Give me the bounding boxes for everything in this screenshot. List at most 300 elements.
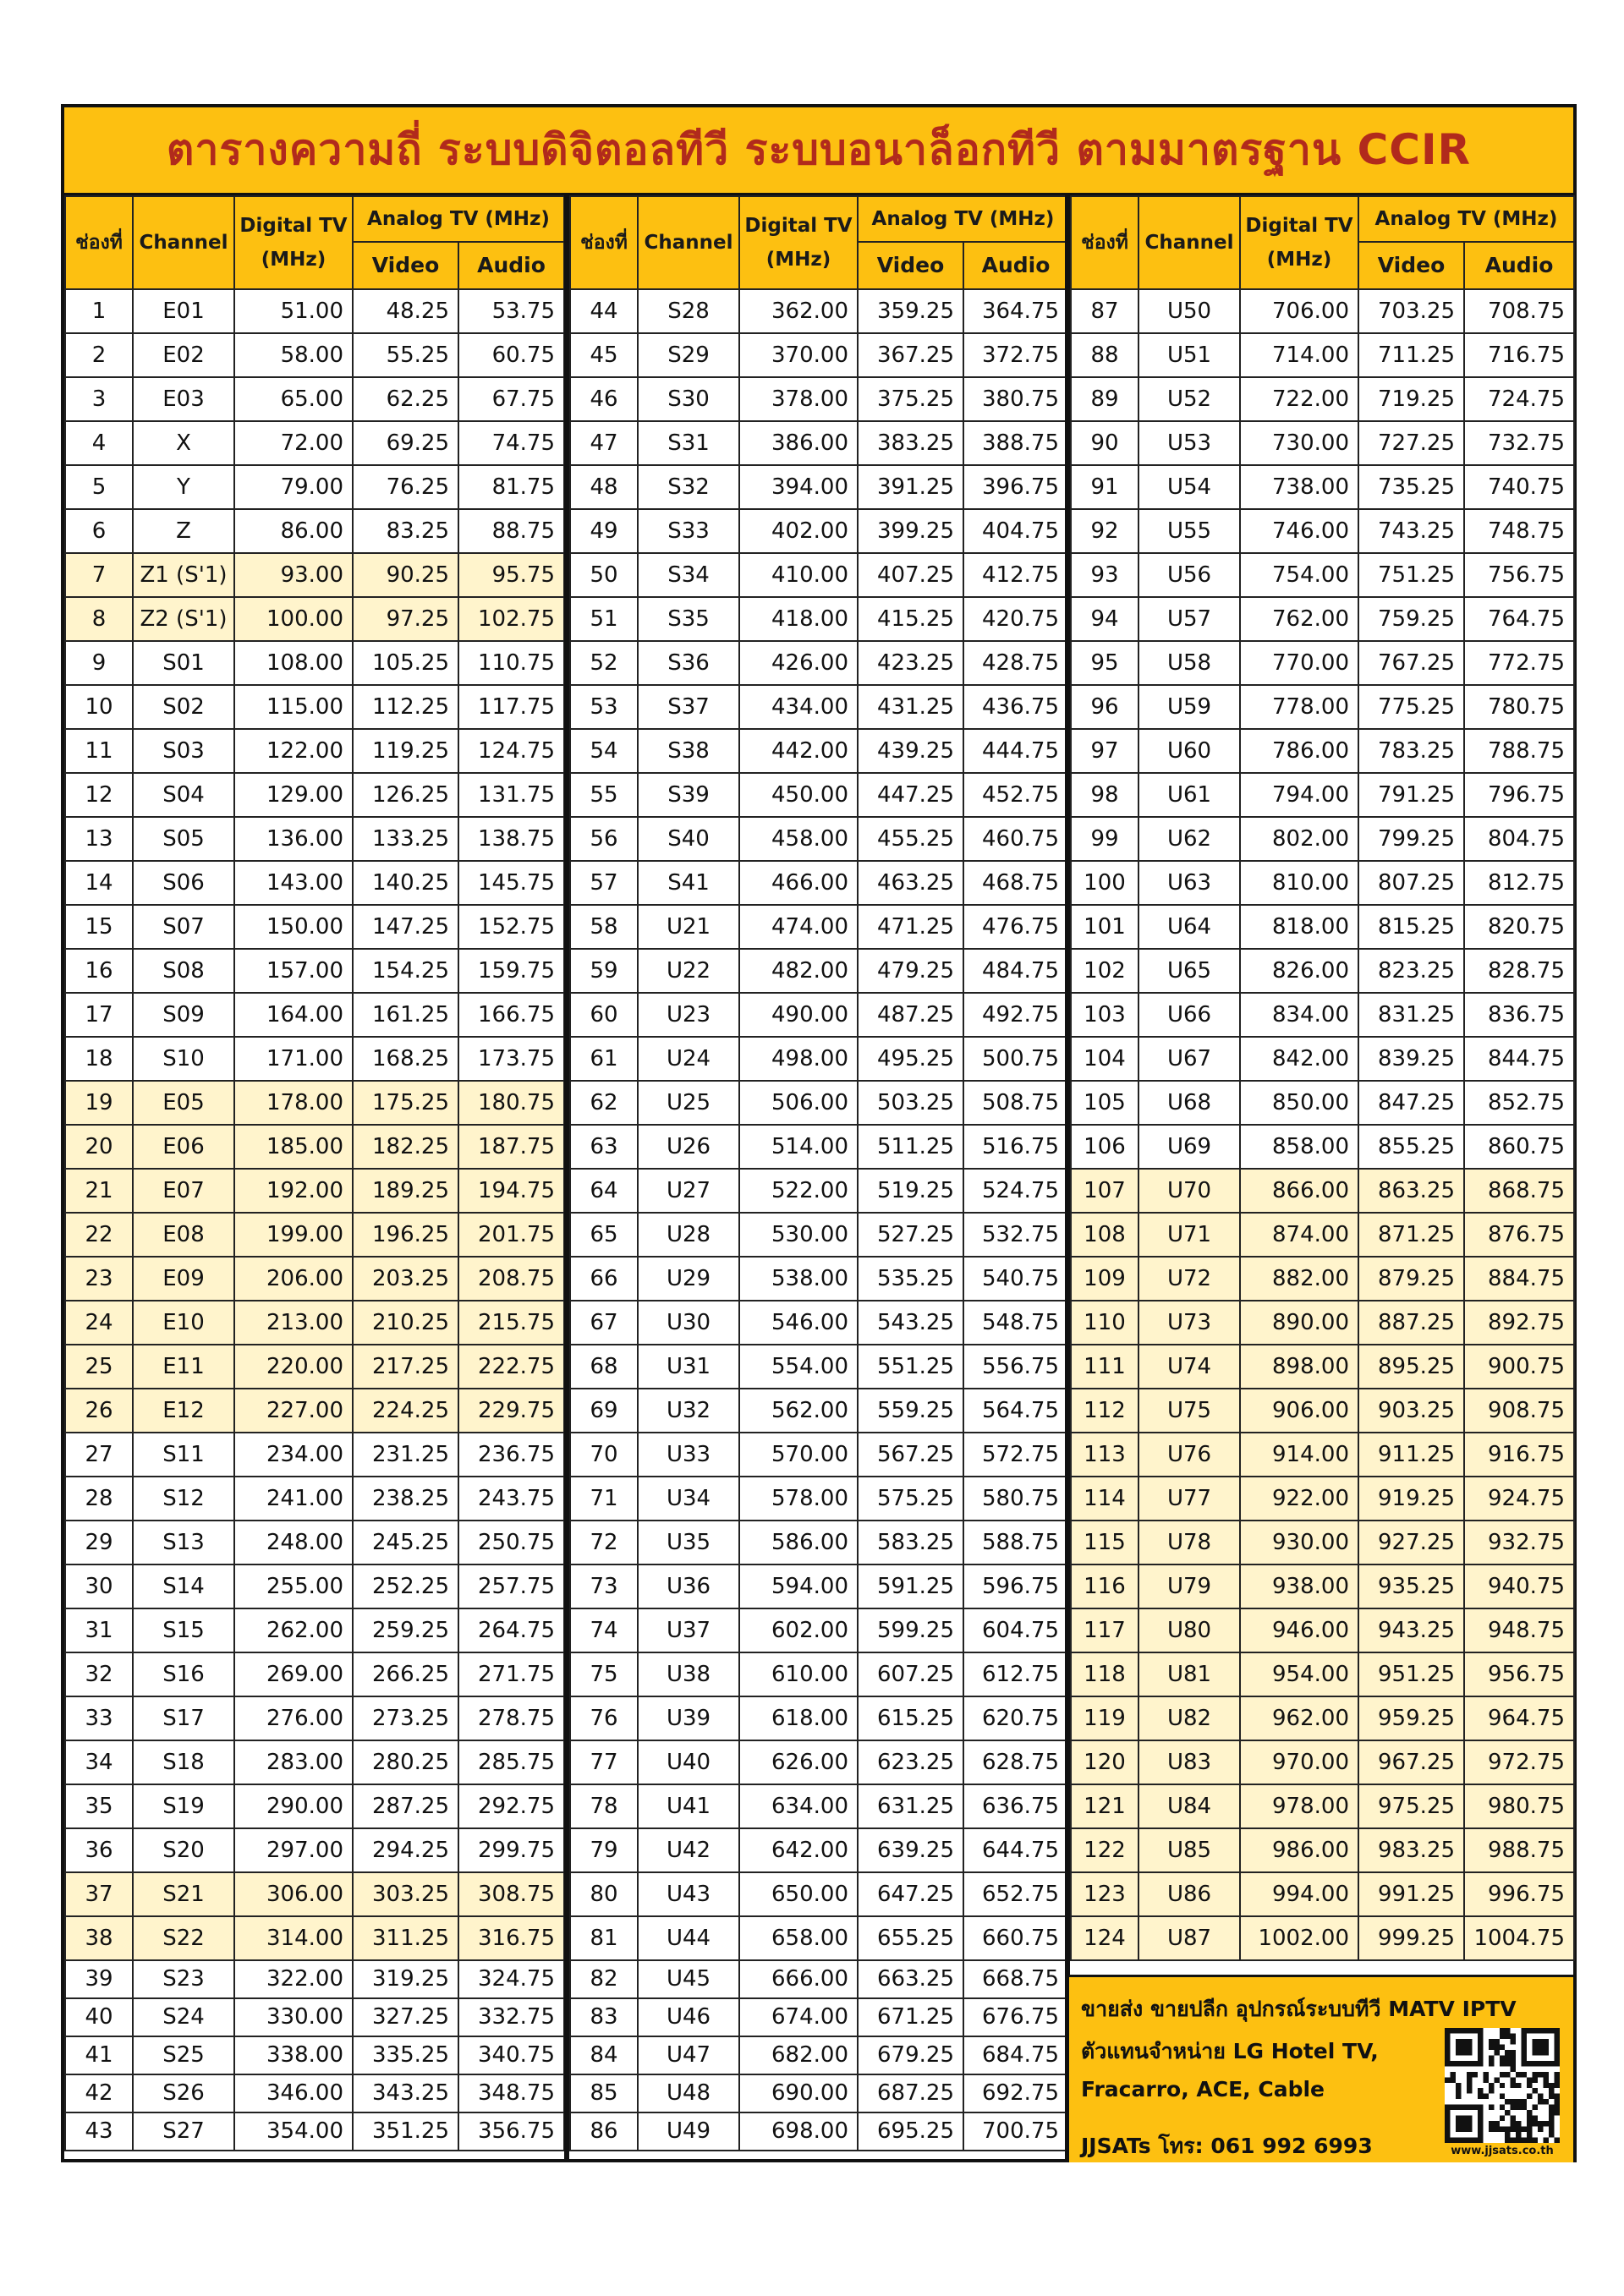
cell-audio: 340.75	[458, 2036, 564, 2074]
cell-channel: U83	[1138, 1740, 1240, 1784]
cell-no: 62	[570, 1081, 638, 1125]
cell-channel: U40	[638, 1740, 739, 1784]
cell-no: 39	[65, 1960, 133, 1998]
table-row	[65, 1872, 564, 1916]
cell-audio: 332.75	[458, 1998, 564, 2036]
table-row	[570, 641, 1068, 685]
cell-no: 12	[65, 773, 133, 817]
cell-audio: 201.75	[458, 1213, 564, 1257]
table-row	[65, 597, 564, 641]
table-row	[570, 1345, 1068, 1389]
table-row	[570, 1872, 1068, 1916]
cell-channel: E06	[133, 1125, 234, 1169]
cell-video: 951.25	[1358, 1652, 1464, 1696]
cell-video: 439.25	[858, 729, 963, 773]
cell-video: 238.25	[353, 1477, 458, 1521]
cell-no: 1	[65, 289, 133, 333]
cell-channel: S28	[638, 289, 739, 333]
table-row	[570, 1213, 1068, 1257]
cell-digital: 354.00	[234, 2112, 353, 2151]
cell-audio: 74.75	[458, 421, 564, 465]
cell-no: 81	[570, 1916, 638, 1960]
cell-no: 84	[570, 2036, 638, 2074]
table-row	[1071, 1257, 1574, 1301]
cell-video: 519.25	[858, 1169, 963, 1213]
col-header-analog: Analog TV (MHz)	[1358, 196, 1574, 242]
frequency-sheet	[61, 104, 1577, 2162]
cell-channel: U41	[638, 1784, 739, 1828]
cell-video: 639.25	[858, 1828, 963, 1872]
table-row	[65, 1389, 564, 1433]
table-row	[1071, 729, 1574, 773]
cell-video: 287.25	[353, 1784, 458, 1828]
cell-no: 95	[1071, 641, 1138, 685]
cell-digital: 602.00	[739, 1608, 858, 1652]
cell-digital: 722.00	[1240, 377, 1358, 421]
cell-channel: U58	[1138, 641, 1240, 685]
col-header-audio: Audio	[963, 242, 1068, 289]
cell-channel: U81	[1138, 1652, 1240, 1696]
cell-audio: 724.75	[1464, 377, 1574, 421]
cell-channel: U79	[1138, 1564, 1240, 1608]
table-row	[570, 993, 1068, 1037]
cell-audio: 532.75	[963, 1213, 1068, 1257]
cell-digital: 962.00	[1240, 1696, 1358, 1740]
cell-no: 124	[1071, 1916, 1138, 1960]
cell-no: 101	[1071, 905, 1138, 949]
cell-video: 959.25	[1358, 1696, 1464, 1740]
cell-video: 69.25	[353, 421, 458, 465]
cell-channel: U22	[638, 949, 739, 993]
table-row	[65, 1081, 564, 1125]
cell-no: 75	[570, 1652, 638, 1696]
cell-no: 92	[1071, 509, 1138, 553]
cell-channel: U36	[638, 1564, 739, 1608]
cell-video: 210.25	[353, 1301, 458, 1345]
cell-no: 29	[65, 1521, 133, 1564]
cell-audio: 428.75	[963, 641, 1068, 685]
cell-video: 154.25	[353, 949, 458, 993]
dealer-line-1: ขายส่ง ขายปลีก อุปกรณ์ระบบทีวี MATV IPTV	[1081, 1997, 1517, 2021]
table-row	[1071, 1433, 1574, 1477]
cell-channel: U75	[1138, 1389, 1240, 1433]
table-row	[570, 685, 1068, 729]
cell-video: 887.25	[1358, 1301, 1464, 1345]
col-header-analog: Analog TV (MHz)	[353, 196, 564, 242]
cell-no: 23	[65, 1257, 133, 1301]
col-header-digital	[1240, 196, 1358, 289]
cell-audio: 540.75	[963, 1257, 1068, 1301]
cell-no: 110	[1071, 1301, 1138, 1345]
cell-video: 663.25	[858, 1960, 963, 1998]
cell-audio: 516.75	[963, 1125, 1068, 1169]
cell-audio: 956.75	[1464, 1652, 1574, 1696]
cell-digital: 434.00	[739, 685, 858, 729]
cell-video: 679.25	[858, 2036, 963, 2074]
cell-audio: 676.75	[963, 1998, 1068, 2036]
cell-audio: 740.75	[1464, 465, 1574, 509]
cell-audio: 356.75	[458, 2112, 564, 2151]
cell-channel: S36	[638, 641, 739, 685]
cell-digital: 674.00	[739, 1998, 858, 2036]
cell-video: 895.25	[1358, 1345, 1464, 1389]
cell-video: 168.25	[353, 1037, 458, 1081]
cell-digital: 682.00	[739, 2036, 858, 2074]
cell-digital: 115.00	[234, 685, 353, 729]
cell-no: 56	[570, 817, 638, 861]
table-row	[570, 1652, 1068, 1696]
table-row	[65, 1740, 564, 1784]
table-row	[570, 773, 1068, 817]
cell-channel: E05	[133, 1081, 234, 1125]
table-row	[570, 1608, 1068, 1652]
cell-no: 35	[65, 1784, 133, 1828]
cell-video: 319.25	[353, 1960, 458, 1998]
cell-video: 161.25	[353, 993, 458, 1037]
table-row	[1071, 1608, 1574, 1652]
cell-digital: 290.00	[234, 1784, 353, 1828]
table-row	[65, 949, 564, 993]
table-row	[65, 2036, 564, 2074]
cell-channel: U39	[638, 1696, 739, 1740]
cell-channel: S25	[133, 2036, 234, 2074]
table-row	[65, 729, 564, 773]
cell-no: 31	[65, 1608, 133, 1652]
table-row	[1071, 1213, 1574, 1257]
cell-channel: E03	[133, 377, 234, 421]
cell-audio: 492.75	[963, 993, 1068, 1037]
cell-audio: 460.75	[963, 817, 1068, 861]
cell-no: 74	[570, 1608, 638, 1652]
cell-no: 69	[570, 1389, 638, 1433]
cell-video: 487.25	[858, 993, 963, 1037]
table-row	[570, 289, 1068, 333]
cell-no: 97	[1071, 729, 1138, 773]
cell-digital: 482.00	[739, 949, 858, 993]
cell-channel: S07	[133, 905, 234, 949]
cell-video: 871.25	[1358, 1213, 1464, 1257]
table-row	[570, 949, 1068, 993]
table-row	[65, 685, 564, 729]
cell-no: 57	[570, 861, 638, 905]
table-row	[570, 1169, 1068, 1213]
table-row	[65, 465, 564, 509]
cell-digital: 65.00	[234, 377, 353, 421]
cell-video: 927.25	[1358, 1521, 1464, 1564]
col-header-digital	[739, 196, 858, 289]
cell-channel: U27	[638, 1169, 739, 1213]
table-row	[65, 1960, 564, 1998]
cell-audio: 668.75	[963, 1960, 1068, 1998]
cell-digital: 297.00	[234, 1828, 353, 1872]
cell-video: 55.25	[353, 333, 458, 377]
cell-no: 11	[65, 729, 133, 773]
cell-channel: S41	[638, 861, 739, 905]
cell-no: 79	[570, 1828, 638, 1872]
table-row	[1071, 1564, 1574, 1608]
cell-video: 83.25	[353, 509, 458, 553]
cell-channel: S02	[133, 685, 234, 729]
cell-digital: 834.00	[1240, 993, 1358, 1037]
cell-video: 48.25	[353, 289, 458, 333]
cell-video: 847.25	[1358, 1081, 1464, 1125]
cell-video: 591.25	[858, 1564, 963, 1608]
cell-audio: 145.75	[458, 861, 564, 905]
cell-video: 751.25	[1358, 553, 1464, 597]
cell-no: 72	[570, 1521, 638, 1564]
cell-digital: 586.00	[739, 1521, 858, 1564]
cell-digital: 754.00	[1240, 553, 1358, 597]
table-row	[1071, 1784, 1574, 1828]
cell-digital: 338.00	[234, 2036, 353, 2074]
col-header-video: Video	[858, 242, 963, 289]
cell-channel: U85	[1138, 1828, 1240, 1872]
cell-no: 73	[570, 1564, 638, 1608]
cell-digital: 306.00	[234, 1872, 353, 1916]
cell-channel: E09	[133, 1257, 234, 1301]
cell-channel: U31	[638, 1345, 739, 1389]
cell-audio: 732.75	[1464, 421, 1574, 465]
cell-video: 407.25	[858, 553, 963, 597]
cell-audio: 404.75	[963, 509, 1068, 553]
cell-audio: 257.75	[458, 1564, 564, 1608]
cell-video: 711.25	[1358, 333, 1464, 377]
cell-no: 105	[1071, 1081, 1138, 1125]
cell-video: 527.25	[858, 1213, 963, 1257]
cell-video: 783.25	[1358, 729, 1464, 773]
cell-channel: U32	[638, 1389, 739, 1433]
table-row	[65, 1916, 564, 1960]
cell-digital: 946.00	[1240, 1608, 1358, 1652]
table-row	[65, 333, 564, 377]
cell-channel: X	[133, 421, 234, 465]
cell-digital: 178.00	[234, 1081, 353, 1125]
cell-video: 975.25	[1358, 1784, 1464, 1828]
cell-video: 567.25	[858, 1433, 963, 1477]
cell-audio: 716.75	[1464, 333, 1574, 377]
cell-video: 695.25	[858, 2112, 963, 2151]
cell-video: 112.25	[353, 685, 458, 729]
cell-no: 37	[65, 1872, 133, 1916]
cell-channel: S32	[638, 465, 739, 509]
cell-audio: 796.75	[1464, 773, 1574, 817]
cell-digital: 890.00	[1240, 1301, 1358, 1345]
cell-video: 511.25	[858, 1125, 963, 1169]
cell-audio: 508.75	[963, 1081, 1068, 1125]
cell-channel: S21	[133, 1872, 234, 1916]
cell-audio: 138.75	[458, 817, 564, 861]
cell-digital: 108.00	[234, 641, 353, 685]
cell-no: 24	[65, 1301, 133, 1345]
cell-channel: U87	[1138, 1916, 1240, 1960]
cell-video: 559.25	[858, 1389, 963, 1433]
cell-audio: 628.75	[963, 1740, 1068, 1784]
table-row	[570, 1433, 1068, 1477]
table-row	[65, 773, 564, 817]
cell-no: 14	[65, 861, 133, 905]
cell-channel: Z2 (S'1)	[133, 597, 234, 641]
cell-audio: 780.75	[1464, 685, 1574, 729]
cell-audio: 173.75	[458, 1037, 564, 1081]
table-row	[65, 993, 564, 1037]
table-row	[1071, 377, 1574, 421]
table-row	[65, 1521, 564, 1564]
cell-digital: 458.00	[739, 817, 858, 861]
cell-digital: 994.00	[1240, 1872, 1358, 1916]
cell-no: 76	[570, 1696, 638, 1740]
cell-no: 25	[65, 1345, 133, 1389]
table-row	[570, 817, 1068, 861]
table-row	[570, 1257, 1068, 1301]
cell-audio: 243.75	[458, 1477, 564, 1521]
table-row	[65, 421, 564, 465]
table-row	[1071, 1652, 1574, 1696]
cell-audio: 932.75	[1464, 1521, 1574, 1564]
cell-channel: U46	[638, 1998, 739, 2036]
cell-digital: 538.00	[739, 1257, 858, 1301]
cell-channel: U45	[638, 1960, 739, 1998]
cell-digital: 213.00	[234, 1301, 353, 1345]
cell-audio: 95.75	[458, 553, 564, 597]
cell-no: 107	[1071, 1169, 1138, 1213]
cell-no: 21	[65, 1169, 133, 1213]
cell-video: 759.25	[1358, 597, 1464, 641]
cell-digital: 192.00	[234, 1169, 353, 1213]
cell-no: 83	[570, 1998, 638, 2036]
cell-video: 335.25	[353, 2036, 458, 2074]
cell-digital: 842.00	[1240, 1037, 1358, 1081]
table-row	[1071, 685, 1574, 729]
table-row	[1071, 1125, 1574, 1169]
table-row	[65, 2074, 564, 2112]
cell-video: 479.25	[858, 949, 963, 993]
cell-no: 38	[65, 1916, 133, 1960]
table-row	[1071, 333, 1574, 377]
cell-no: 3	[65, 377, 133, 421]
cell-channel: S38	[638, 729, 739, 773]
cell-no: 47	[570, 421, 638, 465]
cell-no: 49	[570, 509, 638, 553]
cell-digital: 690.00	[739, 2074, 858, 2112]
cell-video: 935.25	[1358, 1564, 1464, 1608]
cell-video: 863.25	[1358, 1169, 1464, 1213]
cell-channel: U72	[1138, 1257, 1240, 1301]
cell-audio: 892.75	[1464, 1301, 1574, 1345]
cell-digital: 402.00	[739, 509, 858, 553]
table-row	[570, 333, 1068, 377]
cell-channel: U33	[638, 1433, 739, 1477]
cell-channel: S09	[133, 993, 234, 1037]
cell-audio: 604.75	[963, 1608, 1068, 1652]
cell-channel: S05	[133, 817, 234, 861]
table-row	[570, 1125, 1068, 1169]
cell-digital: 164.00	[234, 993, 353, 1037]
cell-audio: 644.75	[963, 1828, 1068, 1872]
cell-no: 36	[65, 1828, 133, 1872]
cell-audio: 117.75	[458, 685, 564, 729]
cell-video: 623.25	[858, 1740, 963, 1784]
website-url: www.jjsats.co.th	[1451, 2145, 1554, 2157]
cell-channel: U76	[1138, 1433, 1240, 1477]
col-header-no: ช่องที่	[65, 196, 133, 289]
cell-video: 266.25	[353, 1652, 458, 1696]
cell-audio: 588.75	[963, 1521, 1068, 1564]
cell-channel: U43	[638, 1872, 739, 1916]
cell-video: 224.25	[353, 1389, 458, 1433]
cell-audio: 620.75	[963, 1696, 1068, 1740]
table-row	[570, 509, 1068, 553]
cell-audio: 772.75	[1464, 641, 1574, 685]
dealer-line-3: Fracarro, ACE, Cable	[1081, 2077, 1325, 2101]
cell-digital: 136.00	[234, 817, 353, 861]
cell-no: 48	[570, 465, 638, 509]
cell-digital: 378.00	[739, 377, 858, 421]
cell-channel: S29	[638, 333, 739, 377]
cell-digital: 314.00	[234, 1916, 353, 1960]
cell-audio: 828.75	[1464, 949, 1574, 993]
cell-audio: 396.75	[963, 465, 1068, 509]
cell-digital: 794.00	[1240, 773, 1358, 817]
cell-video: 455.25	[858, 817, 963, 861]
table-row	[1071, 1169, 1574, 1213]
cell-audio: 788.75	[1464, 729, 1574, 773]
cell-no: 82	[570, 1960, 638, 1998]
cell-no: 8	[65, 597, 133, 641]
cell-digital: 866.00	[1240, 1169, 1358, 1213]
cell-no: 109	[1071, 1257, 1138, 1301]
digital-header-line1: Digital TV	[1245, 214, 1353, 237]
cell-video: 273.25	[353, 1696, 458, 1740]
cell-digital: 882.00	[1240, 1257, 1358, 1301]
cell-channel: U62	[1138, 817, 1240, 861]
table-row	[1071, 641, 1574, 685]
cell-video: 551.25	[858, 1345, 963, 1389]
cell-no: 71	[570, 1477, 638, 1521]
cell-audio: 580.75	[963, 1477, 1068, 1521]
cell-no: 26	[65, 1389, 133, 1433]
cell-video: 671.25	[858, 1998, 963, 2036]
table-row	[65, 509, 564, 553]
cell-video: 855.25	[1358, 1125, 1464, 1169]
cell-video: 62.25	[353, 377, 458, 421]
cell-no: 85	[570, 2074, 638, 2112]
cell-video: 727.25	[1358, 421, 1464, 465]
cell-digital: 506.00	[739, 1081, 858, 1125]
cell-channel: Z1 (S'1)	[133, 553, 234, 597]
col-header-analog: Analog TV (MHz)	[858, 196, 1068, 242]
cell-no: 33	[65, 1696, 133, 1740]
cell-digital: 276.00	[234, 1696, 353, 1740]
cell-no: 112	[1071, 1389, 1138, 1433]
cell-video: 495.25	[858, 1037, 963, 1081]
cell-video: 815.25	[1358, 905, 1464, 949]
cell-audio: 708.75	[1464, 289, 1574, 333]
cell-video: 259.25	[353, 1608, 458, 1652]
col-header-video: Video	[1358, 242, 1464, 289]
cell-no: 9	[65, 641, 133, 685]
table-row	[1071, 1477, 1574, 1521]
cell-video: 807.25	[1358, 861, 1464, 905]
cell-channel: S26	[133, 2074, 234, 2112]
cell-no: 51	[570, 597, 638, 641]
cell-channel: S33	[638, 509, 739, 553]
table-row	[65, 553, 564, 597]
cell-no: 30	[65, 1564, 133, 1608]
cell-digital: 778.00	[1240, 685, 1358, 729]
table-row	[65, 1998, 564, 2036]
cell-channel: U65	[1138, 949, 1240, 993]
table-row	[570, 597, 1068, 641]
